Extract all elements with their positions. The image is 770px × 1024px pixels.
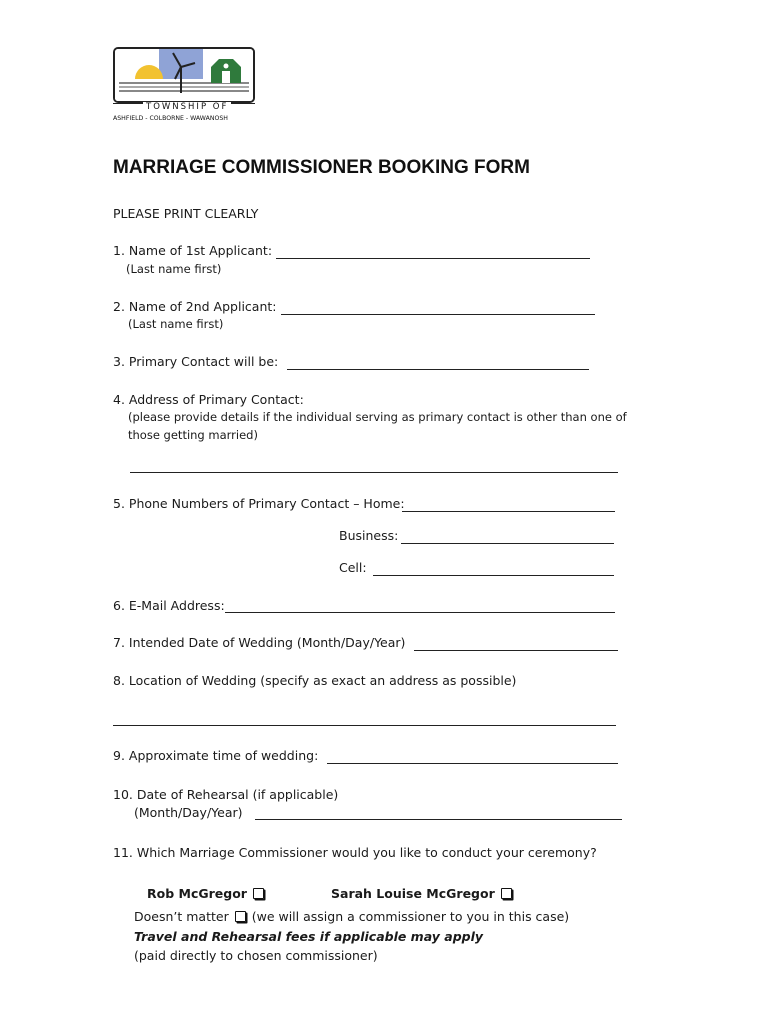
fees-note: Travel and Rehearsal fees if applicable may apply [134,929,484,944]
q11-label: 11. Which Marriage Commissioner would you like to conduct your ceremony? [113,845,597,860]
q10-input-line[interactable] [255,819,622,820]
option-doesnt-matter[interactable] [134,909,569,924]
q2-input-line[interactable] [281,314,595,315]
q7-input-line[interactable] [414,650,618,651]
q5-business-input-line[interactable] [401,543,614,544]
page-title: MARRIAGE COMMISSIONER BOOKING FORM [113,157,530,178]
q1-note: (Last name first) [126,262,222,276]
q9-input-line[interactable] [327,763,618,764]
q5-home-input-line[interactable] [402,511,615,512]
q10-sub-label: (Month/Day/Year) [134,805,243,820]
q5-business-label: Business: [339,528,399,543]
paid-note: (paid directly to chosen commissioner) [134,948,378,963]
option-doesnt-matter-label: Doesn’t matter [134,909,229,924]
option-sarah-label: Sarah Louise McGregor [331,886,495,901]
checkbox-icon[interactable] [501,888,512,899]
q4-input-line[interactable] [130,472,618,473]
q8-label: 8. Location of Wedding (specify as exact an address as possible) [113,673,517,688]
q5-label: 5. Phone Numbers of Primary Contact – Home: [113,496,405,511]
logo-text-township: TOWNSHIP OF [143,102,231,112]
barn-icon [211,59,241,83]
logo-graphic [115,49,253,101]
q4-note-line1: (please provide details if the individual serving as primary contact is other than one of [128,410,627,424]
logo-text-municipalities: ASHFIELD - COLBORNE - WAWANOSH [113,115,228,122]
q4-label: 4. Address of Primary Contact: [113,392,304,407]
q1-label: 1. Name of 1st Applicant: [113,243,273,258]
checkbox-icon[interactable] [235,911,246,922]
q7-label: 7. Intended Date of Wedding (Month/Day/Year) [113,635,406,650]
option-rob-label: Rob McGregor [147,886,247,901]
q1-input-line[interactable] [276,258,590,259]
q2-label: 2. Name of 2nd Applicant: [113,299,277,314]
q3-input-line[interactable] [287,369,589,370]
township-logo [113,47,255,103]
q8-input-line[interactable] [113,725,616,726]
q4-note-line2: those getting married) [128,428,258,442]
q6-input-line[interactable] [225,612,615,613]
q5-cell-label: Cell: [339,560,367,575]
q9-label: 9. Approximate time of wedding: [113,748,319,763]
q3-label: 3. Primary Contact will be: [113,354,279,369]
checkbox-icon[interactable] [253,888,264,899]
q2-note: (Last name first) [128,317,224,331]
q6-label: 6. E-Mail Address: [113,598,225,613]
q5-cell-input-line[interactable] [373,575,614,576]
option-rob-mcgregor[interactable] [147,886,264,901]
option-doesnt-matter-note: (we will assign a commissioner to you in this case) [251,909,570,924]
option-sarah-louise-mcgregor[interactable] [331,886,512,901]
q10-label: 10. Date of Rehearsal (if applicable) [113,787,339,802]
print-instruction: PLEASE PRINT CLEARLY [113,206,259,221]
